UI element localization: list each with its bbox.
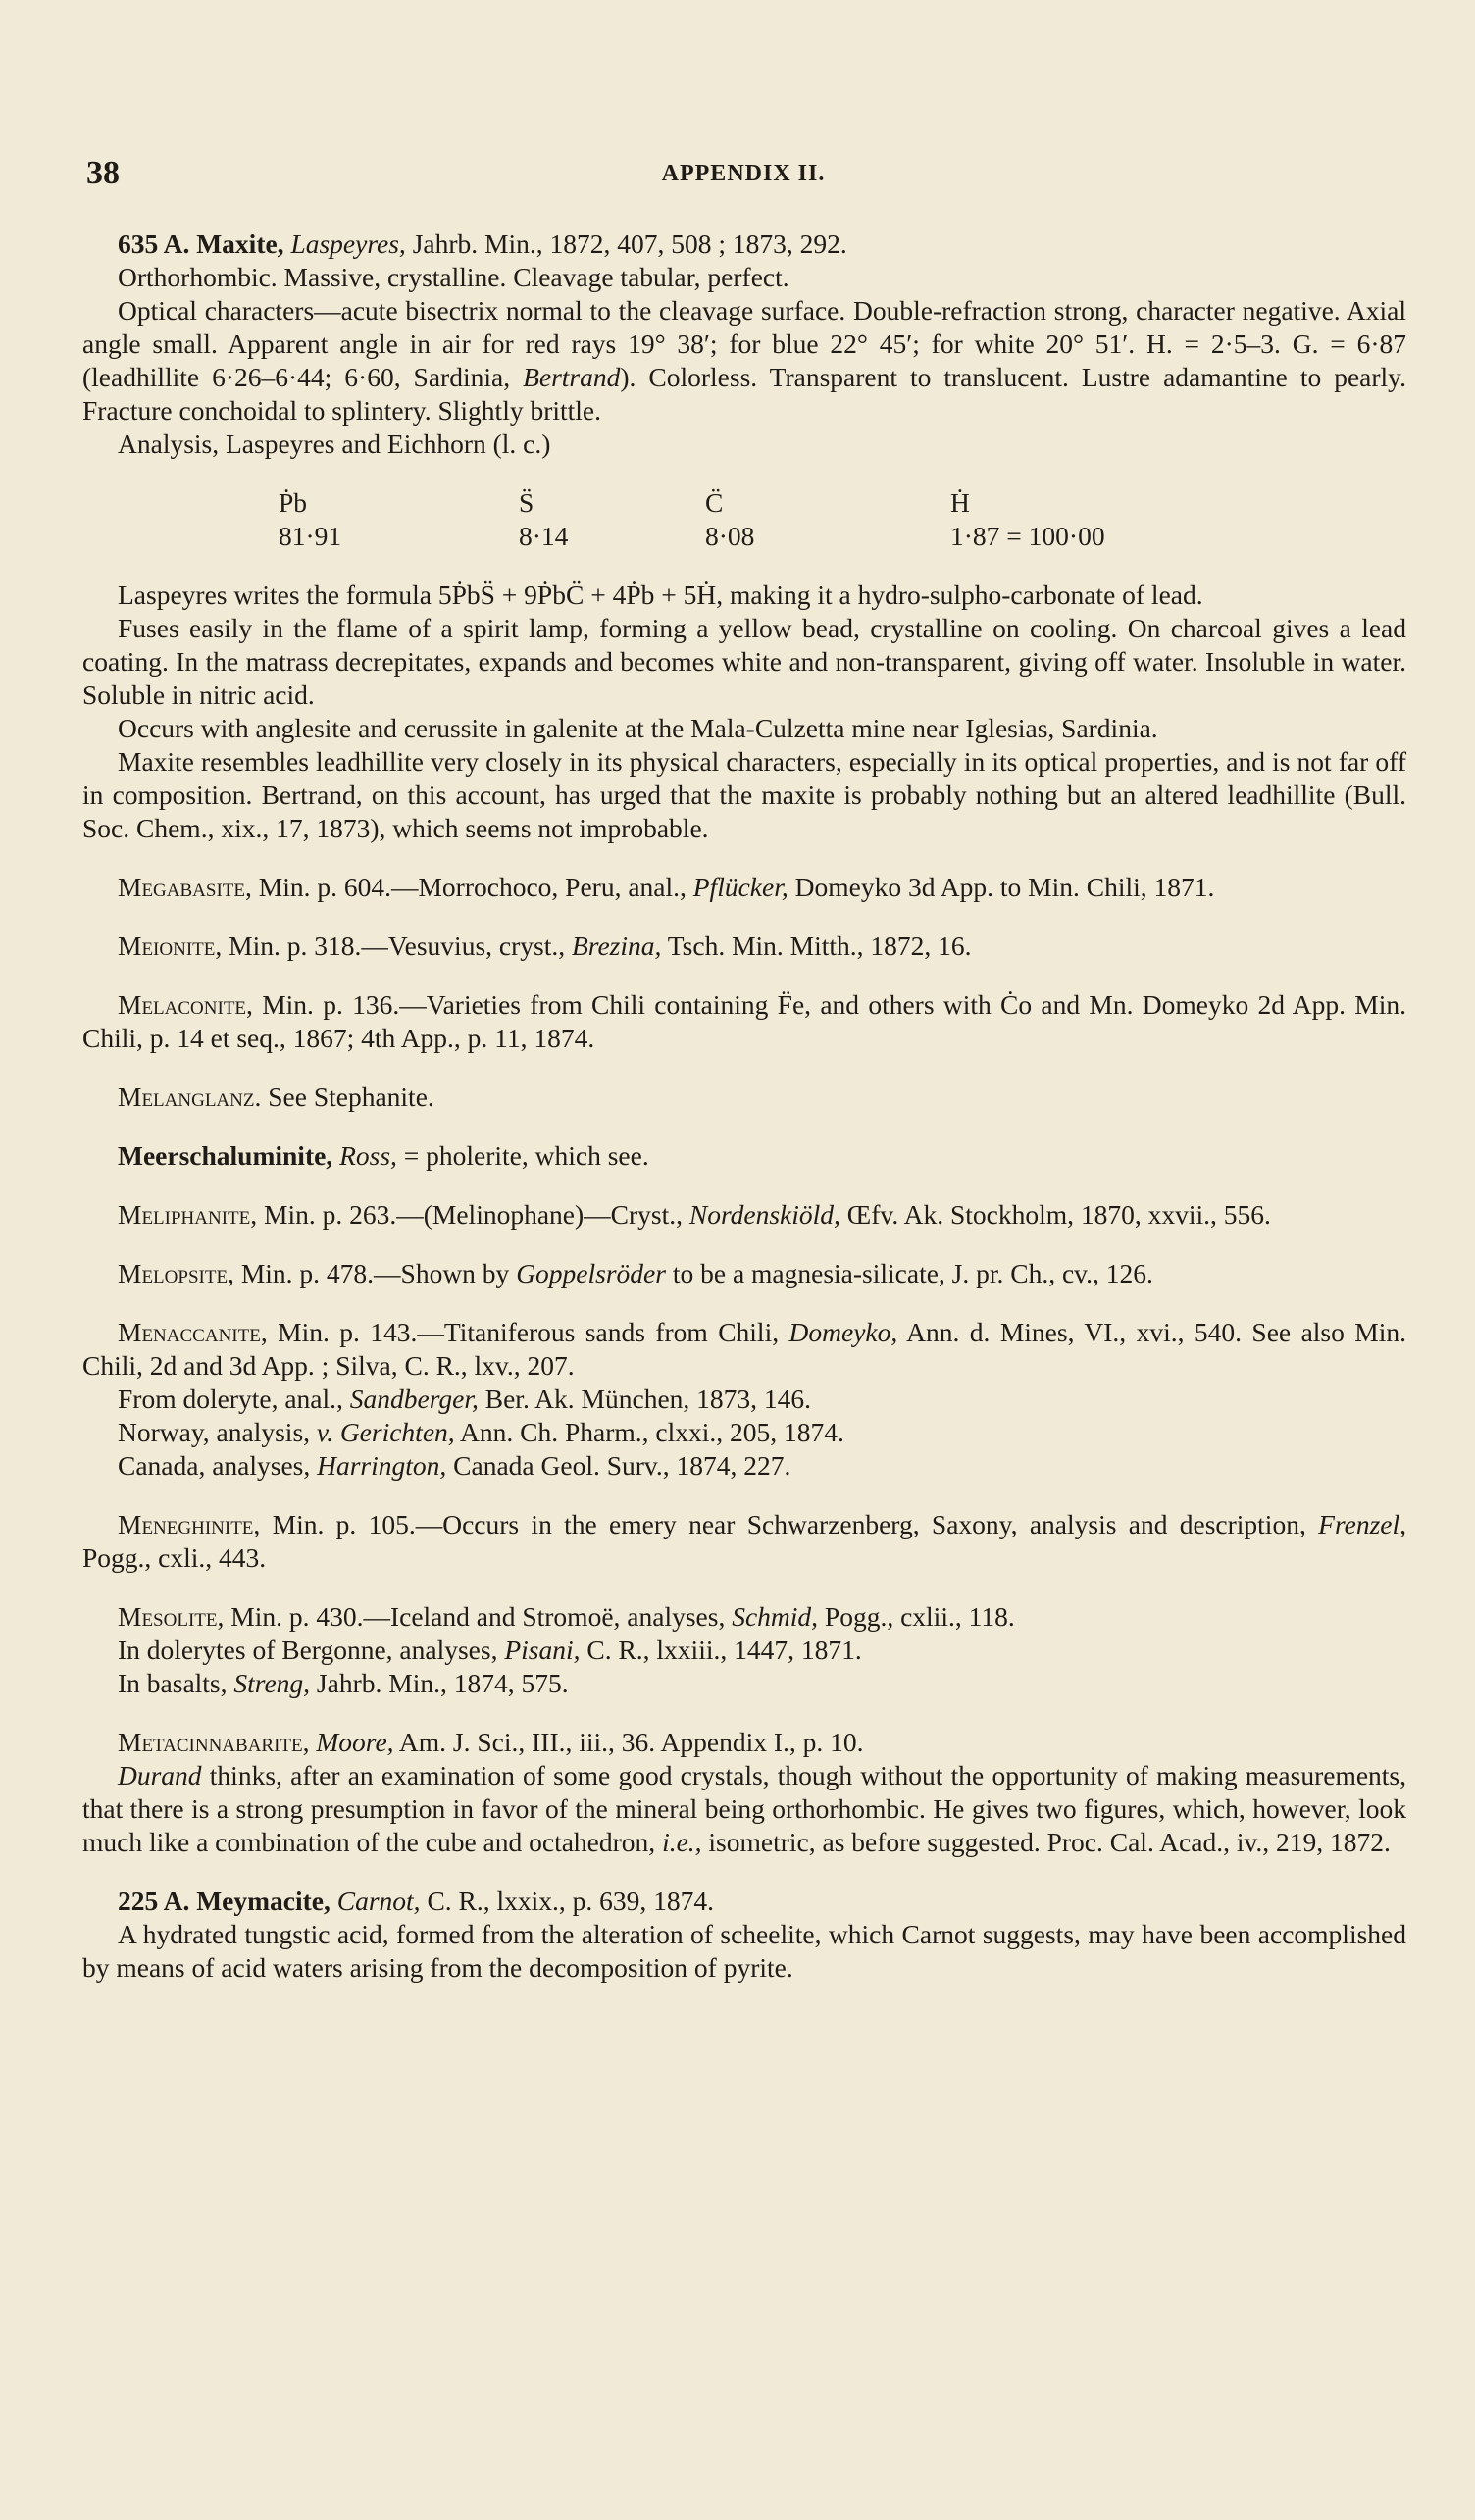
entry-text: Am. J. Sci., III., iii., 36. Appendix I., p. 10. bbox=[398, 1727, 864, 1757]
author: Pisani, bbox=[504, 1635, 581, 1665]
entry-metacinnabarite bbox=[82, 1726, 1406, 1759]
page-number: 38 bbox=[86, 155, 120, 191]
entry-text: From doleryte, anal., bbox=[118, 1384, 343, 1414]
menaccanite-canada bbox=[82, 1449, 1406, 1483]
mineral-name: Meneghinite, bbox=[118, 1509, 261, 1539]
optical-text: Optical characters—acute bisectrix normal to the cleavage surface. Double-refraction strong, character negative. Axial angle small. Apparent angle in air for red rays 19° 38′; for blue 22° 45′; for white 20° 51′. H. = 2·5–3. G. = 6·87 (leadhillite 6·26–6·44; 6·60, Sardinia, bbox=[82, 295, 1406, 392]
maxite-formula: Laspeyres writes the formula 5ṖbS̈ + 9ṖbC̈ + 4Ṗb + 5Ḣ, making it a hydro-sulpho-carbonate of lead. bbox=[118, 580, 1203, 610]
menaccanite-norway bbox=[82, 1416, 1406, 1449]
author: Domeyko, bbox=[788, 1317, 898, 1347]
mineral-name: Meliphanite, bbox=[118, 1199, 258, 1230]
author: Carnot, bbox=[336, 1886, 421, 1916]
entry-text: Ann. d. Mines, VI., xvi., 540. See also Min. Chili, 2d and 3d App. ; Silva, C. R., lxv., 207. bbox=[82, 1317, 1406, 1381]
entry-meliphanite bbox=[82, 1198, 1406, 1232]
entry-text: Canada, analyses, bbox=[118, 1450, 311, 1481]
mineral-name: Menaccanite, bbox=[118, 1317, 268, 1347]
author: Sandberger, bbox=[349, 1384, 479, 1414]
maxite-optical bbox=[82, 294, 1406, 428]
mineral-name: Meymacite, bbox=[196, 1886, 331, 1916]
maxite-analysis-label: Analysis, Laspeyres and Eichhorn (l. c.) bbox=[118, 428, 551, 459]
mesolite-dolerytes bbox=[82, 1634, 1406, 1667]
entry-text: Ber. Ak. München, 1873, 146. bbox=[484, 1384, 812, 1414]
maxite-fusion: Fuses easily in the flame of a spirit lamp, forming a yellow bead, crystalline on cooling. On charcoal gives a lead coating. In the matrass decrepitates, expands and becomes white and non-transparent, giving off water. Insoluble in water. Soluble in nitric acid. bbox=[82, 613, 1406, 710]
author: Harrington, bbox=[317, 1450, 447, 1481]
author: Pflücker, bbox=[692, 872, 788, 902]
metacinnabarite-durand bbox=[82, 1759, 1406, 1859]
mineral-name: Melanglanz. bbox=[118, 1082, 262, 1112]
entry-text: C. R., lxxiii., 1447, 1871. bbox=[586, 1635, 862, 1665]
mineral-name: Meerschaluminite, bbox=[118, 1140, 333, 1171]
entry-menaccanite bbox=[82, 1316, 1406, 1383]
entry-text: Min. p. 478.—Shown by bbox=[240, 1258, 510, 1288]
entry-meerschaluminite bbox=[82, 1139, 1406, 1173]
page-header bbox=[86, 155, 1400, 198]
maxite-title bbox=[82, 227, 1406, 261]
entry-text: Min. p. 143.—Titaniferous sands from Chili, bbox=[278, 1317, 780, 1347]
reference: C. R., lxxix., p. 639, 1874. bbox=[427, 1886, 715, 1916]
entry-text: Min. p. 136.—Varieties from Chili containing F̈e, and others with Ċo and Mn. Domeyko 2d App. Min. Chili, p. 14 et seq., 1867; 4th App., p. 11, 1874. bbox=[82, 989, 1407, 1053]
entry-text: Norway, analysis, bbox=[118, 1417, 311, 1447]
entry-text: Min. p. 430.—Iceland and Stromoë, analyses, bbox=[230, 1601, 726, 1632]
entry-meymacite bbox=[82, 1885, 1406, 1918]
entry-meneghinite bbox=[82, 1508, 1406, 1575]
entry-number: 635 A. bbox=[118, 228, 190, 259]
entry-text: In dolerytes of Bergonne, analyses, bbox=[118, 1635, 498, 1665]
entry-megabasite bbox=[82, 871, 1406, 904]
mineral-name: Meionite, bbox=[118, 931, 223, 961]
entry-text: thinks, after an examination of some good crystals, though without the opportunity of making measurements, that there is a strong presumption in favor of the mineral being orthorhombic. He gives two figures, which, however, look much like a combination of the cube and octahedron, bbox=[82, 1760, 1407, 1857]
entry-text: Domeyko 3d App. to Min. Chili, 1871. bbox=[794, 872, 1215, 902]
meymacite-description: A hydrated tungstic acid, formed from the alteration of scheelite, which Carnot suggests, may have been accomplished by means of acid waters arising from the decomposition of pyrite. bbox=[82, 1919, 1406, 1983]
author: Frenzel, bbox=[1318, 1509, 1407, 1539]
author: Brezina, bbox=[572, 931, 662, 961]
maxite-occurrence: Occurs with anglesite and cerussite in galenite at the Mala-Culzetta mine near Iglesias, Sardinia. bbox=[118, 713, 1158, 743]
formula-value: 8·14 bbox=[519, 521, 569, 551]
entry-text: = pholerite, which see. bbox=[403, 1140, 649, 1171]
mineral-name: Megabasite, bbox=[118, 872, 252, 902]
entry-text: Min. p. 318.—Vesuvius, cryst., bbox=[229, 931, 566, 961]
entry-text: Œfv. Ak. Stockholm, 1870, xxvii., 556. bbox=[846, 1199, 1271, 1230]
page-content bbox=[82, 227, 1406, 1985]
entry-text: Tsch. Min. Mitth., 1872, 16. bbox=[667, 931, 972, 961]
formula-value: 81·91 bbox=[279, 521, 342, 551]
author: Streng, bbox=[233, 1668, 311, 1698]
author: Moore, bbox=[316, 1727, 394, 1757]
formula-head: S̈ bbox=[519, 487, 534, 518]
abbreviation: i.e., bbox=[662, 1827, 702, 1857]
mineral-name: Mesolite, bbox=[118, 1601, 225, 1632]
entry-mesolite bbox=[82, 1600, 1406, 1634]
menaccanite-doleryte bbox=[82, 1383, 1406, 1416]
formula-value: 8·08 bbox=[705, 521, 755, 551]
author: Laspeyres, bbox=[290, 228, 406, 259]
optical-text-end: ). Colorless. Transparent to translucent. Lustre adamantine to pearly. Fracture conchoidal to splintery. Slightly brittle. bbox=[82, 362, 1406, 426]
entry-meionite bbox=[82, 930, 1406, 963]
entry-text: Pogg., cxli., 443. bbox=[82, 1542, 267, 1573]
entry-text: Min. p. 105.—Occurs in the emery near Schwarzenberg, Saxony, analysis and description, bbox=[272, 1509, 1306, 1539]
entry-text: Pogg., cxlii., 118. bbox=[824, 1601, 1015, 1632]
author: Schmid, bbox=[732, 1601, 819, 1632]
author: Nordenskiöld, bbox=[688, 1199, 840, 1230]
author: Goppelsröder bbox=[516, 1258, 666, 1288]
author: Durand bbox=[118, 1760, 202, 1790]
entry-text: Min. p. 263.—(Melinophane)—Cryst., bbox=[264, 1199, 683, 1230]
author: Bertrand bbox=[523, 362, 621, 392]
mesolite-basalts bbox=[82, 1667, 1406, 1700]
entry-melanglanz bbox=[82, 1081, 1406, 1114]
mineral-name: Metacinnabarite, bbox=[118, 1727, 310, 1757]
entry-text: Canada Geol. Surv., 1874, 227. bbox=[453, 1450, 791, 1481]
maxite-crystal: Orthorhombic. Massive, crystalline. Cleavage tabular, perfect. bbox=[118, 262, 789, 292]
formula-head: Ḣ bbox=[950, 487, 970, 518]
maxite-resemblance: Maxite resembles leadhillite very closely in its physical characters, especially in its optical properties, and is not far off in composition. Bertrand, on this account, has urged that the maxite is probably nothing but an altered leadhillite (Bull. Soc. Chem., xix., 17, 1873), which seems not improbable. bbox=[82, 746, 1406, 843]
entry-melopsite bbox=[82, 1257, 1406, 1290]
author: v. Gerichten, bbox=[316, 1417, 455, 1447]
mineral-name: Melaconite, bbox=[118, 989, 253, 1020]
author: Ross, bbox=[339, 1140, 397, 1171]
mineral-name: Maxite, bbox=[196, 228, 284, 259]
entry-text: See Stephanite. bbox=[268, 1082, 434, 1112]
mineral-name: Melopsite, bbox=[118, 1258, 234, 1288]
formula-head: C̈ bbox=[705, 487, 724, 518]
formula-head: Ṗb bbox=[279, 487, 308, 518]
analysis-table bbox=[279, 486, 1406, 553]
entry-text: to be a magnesia-silicate, J. pr. Ch., cv., 126. bbox=[672, 1258, 1153, 1288]
entry-text: Min. p. 604.—Morrochoco, Peru, anal., bbox=[258, 872, 687, 902]
entry-text: Jahrb. Min., 1874, 575. bbox=[316, 1668, 569, 1698]
entry-text: Ann. Ch. Pharm., clxxi., 205, 1874. bbox=[460, 1417, 844, 1447]
entry-number: 225 A. bbox=[118, 1886, 190, 1916]
running-title: APPENDIX II. bbox=[661, 161, 826, 186]
entry-melaconite bbox=[82, 988, 1406, 1055]
entry-text: isometric, as before suggested. Proc. Cal. Acad., iv., 219, 1872. bbox=[708, 1827, 1391, 1857]
formula-value: 1·87 = 100·00 bbox=[950, 521, 1105, 551]
reference: Jahrb. Min., 1872, 407, 508 ; 1873, 292. bbox=[412, 228, 847, 259]
entry-text: In basalts, bbox=[118, 1668, 228, 1698]
